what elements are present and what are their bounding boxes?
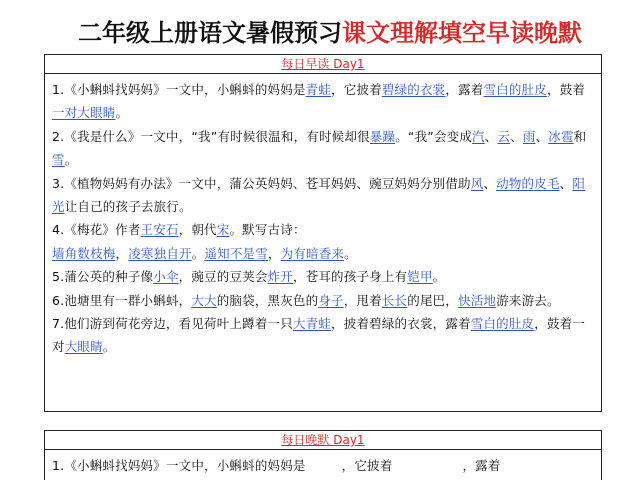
- question-text: 4.《梅花》作者: [52, 222, 141, 238]
- answer-text: 雪: [52, 152, 65, 168]
- question-text: 。: [115, 105, 129, 121]
- answer-text: 一对大眼睛: [52, 105, 116, 121]
- morning-question-item: [52, 125, 589, 172]
- morning-question-item: [52, 218, 589, 265]
- page-title-topic: 课文理解填空早读晚默: [342, 19, 582, 47]
- question-text: 5.蒲公英的种子像: [52, 269, 154, 285]
- answer-text: 雪白的肚皮: [470, 316, 535, 332]
- question-text: 、: [559, 175, 573, 191]
- answer-text: 雨: [522, 128, 536, 144]
- morning-reading-header: [45, 55, 601, 74]
- question-text: ，豌豆的豆荚会: [178, 269, 268, 285]
- question-text: ，甩着: [343, 292, 382, 308]
- answer-text: 碧绿的衣裳: [381, 82, 446, 97]
- answer-text: 铠甲: [407, 269, 433, 285]
- question-text: ，披着碧绿的衣裳，露着: [331, 316, 471, 332]
- question-text: 、: [483, 175, 497, 191]
- morning-reading-header-label: 每日早读 Day1: [281, 57, 365, 71]
- question-text: 。: [344, 245, 357, 261]
- question-text: 。默写古诗：: [229, 222, 306, 238]
- question-text: 。: [191, 245, 205, 261]
- question-text: ，苍耳的孩子身上有: [292, 269, 408, 285]
- answer-text: 遥知不是雪: [204, 245, 268, 261]
- question-text: ，: [267, 245, 281, 261]
- morning-question-item: [52, 312, 589, 359]
- answer-text: 炸开: [267, 269, 293, 285]
- answer-text: 大眼睛: [64, 339, 103, 355]
- question-text: 1.《小蝌蚪找妈妈》一文中，小蝌蚪的妈妈是: [52, 82, 306, 97]
- question-text: 2.《我是什么》一文中，“我”有时候很温和，有时候却很: [52, 128, 370, 144]
- answer-text: 青蛙: [305, 82, 332, 97]
- answer-text: 汽: [472, 128, 485, 144]
- answer-text: 快活地: [458, 292, 497, 308]
- morning-reading-body: [45, 74, 601, 359]
- answer-text: 风: [470, 175, 484, 191]
- question-text: ，朝代: [178, 222, 217, 238]
- evening-dictation-box: [44, 430, 602, 480]
- question-text: 的尾巴，: [407, 292, 459, 308]
- question-text: ，它披着: [341, 458, 393, 473]
- question-text: 7.他们游到荷花旁边，看见荷叶上蹲着一只: [52, 316, 293, 332]
- evening-dictation-header: [45, 431, 601, 450]
- answer-text: 大青蛙: [292, 316, 332, 332]
- question-text: 6.池塘里有一群小蝌蚪，: [52, 292, 192, 308]
- question-text: 游来游去。: [496, 292, 560, 308]
- morning-reading-box: [44, 54, 602, 412]
- evening-question-item: [52, 454, 589, 477]
- morning-question-item: [52, 265, 589, 288]
- evening-dictation-header-label: 每日晚默 Day1: [281, 433, 365, 447]
- answer-text: 阳光: [52, 175, 586, 215]
- morning-question-item: [52, 172, 589, 219]
- answer-text: 冰雹: [548, 128, 574, 144]
- question-text: 、: [510, 128, 523, 144]
- question-text: 的脑袋，黑灰色的: [216, 292, 319, 308]
- answer-text: 宋: [216, 222, 230, 238]
- answer-text: 凌寒独自开: [128, 245, 192, 261]
- page-title-grade: 二年级上册语文暑假预习: [78, 19, 342, 47]
- question-text: 。“我”会变成: [395, 128, 473, 144]
- question-text: ，鼓着一对: [52, 316, 586, 355]
- answer-text: 云: [497, 128, 511, 144]
- answer-text: 动物的皮毛: [496, 175, 560, 191]
- answer-text: 王安石: [140, 222, 179, 238]
- answer-text: 大大: [191, 292, 217, 308]
- answer-text: 暴躁: [369, 128, 396, 144]
- answer-text: 长长: [381, 292, 408, 308]
- morning-question-item: [52, 78, 589, 125]
- question-text: 、: [535, 128, 549, 144]
- evening-dictation-body: [45, 450, 601, 477]
- question-text: 。: [64, 152, 78, 168]
- question-text: 1.《小蝌蚪找妈妈》一文中，小蝌蚪的妈妈是: [52, 458, 306, 473]
- question-text: ，它披着: [331, 82, 382, 97]
- morning-question-item: [52, 289, 589, 312]
- answer-text: 为有暗香来: [280, 245, 345, 261]
- question-text: 、: [484, 128, 498, 144]
- question-text: 和: [573, 128, 587, 144]
- question-text: ，露着: [462, 458, 501, 473]
- question-text: ，露着: [445, 82, 484, 97]
- answer-text: 雪白的肚皮: [483, 82, 547, 97]
- question-text: 让自己的孩子去旅行。: [64, 199, 192, 215]
- question-text: ，鼓着: [547, 82, 586, 97]
- answer-text: 墙角数枝梅: [52, 245, 116, 261]
- question-text: ，: [115, 245, 129, 261]
- question-text: 3.《植物妈妈有办法》一文中，蒲公英妈妈、苍耳妈妈、豌豆妈妈分别借助: [52, 175, 471, 191]
- question-text: 。: [432, 269, 446, 285]
- answer-text: 小伞: [153, 269, 179, 285]
- answer-text: 身子: [318, 292, 344, 308]
- page-title: [78, 18, 582, 48]
- question-text: 。: [102, 339, 116, 355]
